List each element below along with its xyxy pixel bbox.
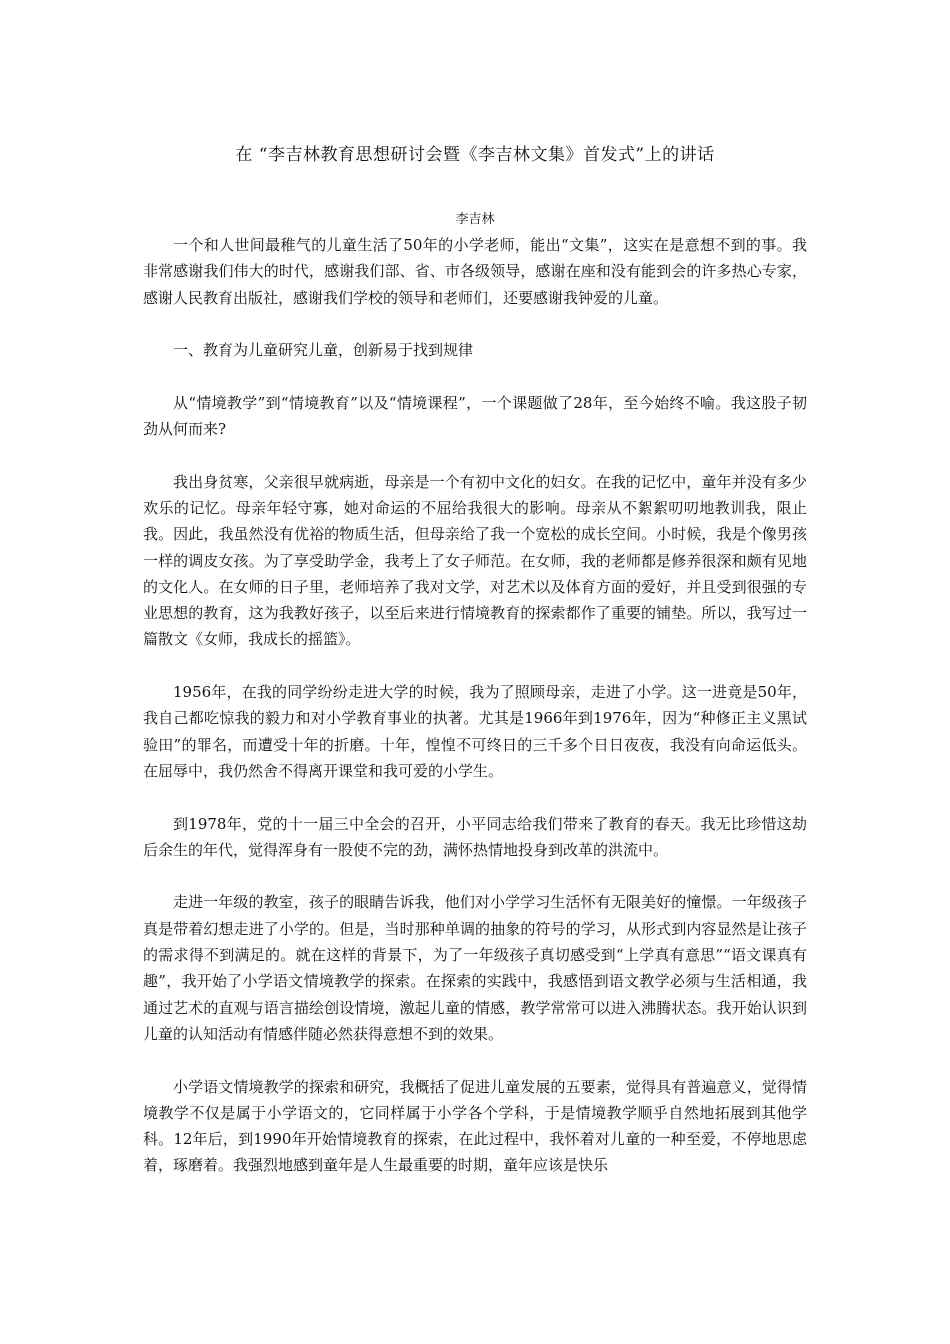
paragraph: 走进一年级的教室，孩子的眼睛告诉我，他们对小学学习生活怀有无限美好的憧憬。一年级孩子真是带着幻想走进了小学的。但是，当时那种单调的抽象的符号的学习，从形式到内容显然是让孩子的需求得不到满足的。就在这样的背景下，为了一年级孩子真切感受到“上学真有意思”“语文课真有趣”，我开始了小学语文情境教学的探索。在探索的实践中，我感悟到语文教学必须与生活相通，我通过艺术的直观与语言描绘创设情境，激起儿童的情感，教学常常可以进入沸腾状态。我开始认识到儿童的认知活动有情感伴随必然获得意想不到的效果。 — [143, 893, 807, 1043]
document-author: 李吉林 — [455, 212, 495, 227]
document-title: 在 “李吉林教育思想研讨会暨《李吉林文集》首发式”上的讲话 — [235, 145, 715, 165]
paragraph: 我出身贫寒，父亲很早就病逝，母亲是一个有初中文化的妇女。在我的记忆中，童年并没有多少欢乐的记忆。母亲年轻守寡，她对命运的不屈给我很大的影响。母亲从不絮絮叨叨地教训我，限止我。因此，我虽然没有优裕的物质生活，但母亲给了我一个宽松的成长空间。小时候，我是个像男孩一样的调皮女孩。为了享受助学金，我考上了女子师范。在女师，我的老师都是修养很深和颇有见地的文化人。在女师的日子里，老师培养了我对文学，对艺术以及体育方面的爱好，并且受到很强的专业思想的教育，这为我教好孩子，以至后来进行情境教育的探索都作了重要的铺垫。所以，我写过一篇散文《女师，我成长的摇篮》。 — [143, 472, 807, 649]
paragraph: 到1978年，党的十一届三中全会的召开，小平同志给我们带来了教育的春天。我无比珍惜这劫后余生的年代，觉得浑身有一股使不完的劲，满怀热情地投身到改革的洪流中。 — [143, 814, 807, 859]
paragraph: 小学语文情境教学的探索和研究，我概括了促进儿童发展的五要素，觉得具有普遍意义，觉得情境教学不仅是属于小学语文的，它同样属于小学各个学科，于是情境教学顺乎自然地拓展到其他学科。12年后，到1990年开始情境教育的探索，在此过程中，我怀着对儿童的一种至爱，不停地思虑着，琢磨着。我强烈地感到童年是人生最重要的时期，童年应该是快乐 — [143, 1077, 807, 1175]
paragraph: 1956年，在我的同学纷纷走进大学的时候，我为了照顾母亲，走进了小学。这一进竟是50年，我自己都吃惊我的毅力和对小学教育事业的执著。尤其是1966年到1976年，因为“种修正主义黑试验田”的罪名，而遭受十年的折磨。十年，惶惶不可终日的三千多个日日夜夜，我没有向命运低头。在屈辱中，我仍然舍不得离开课堂和我可爱的小学生。 — [143, 683, 807, 780]
paragraph: 从“情境教学”到“情境教育”以及“情境课程”，一个课题做了28年，至今始终不喻。我这股子韧劲从何而来? — [143, 393, 807, 439]
document-body — [143, 232, 807, 1205]
section-heading: 一、教育为儿童研究儿童，创新易于找到规律 — [173, 341, 474, 360]
paragraph: 一个和人世间最稚气的儿童生活了50年的小学老师，能出“文集”，这实在是意想不到的事。我非常感谢我们伟大的时代，感谢我们部、省、市各级领导，感谢在座和没有能到会的许多热心专家，感谢人民教育出版社，感谢我们学校的领导和老师们，还要感谢我钟爱的儿童。 — [143, 236, 807, 307]
